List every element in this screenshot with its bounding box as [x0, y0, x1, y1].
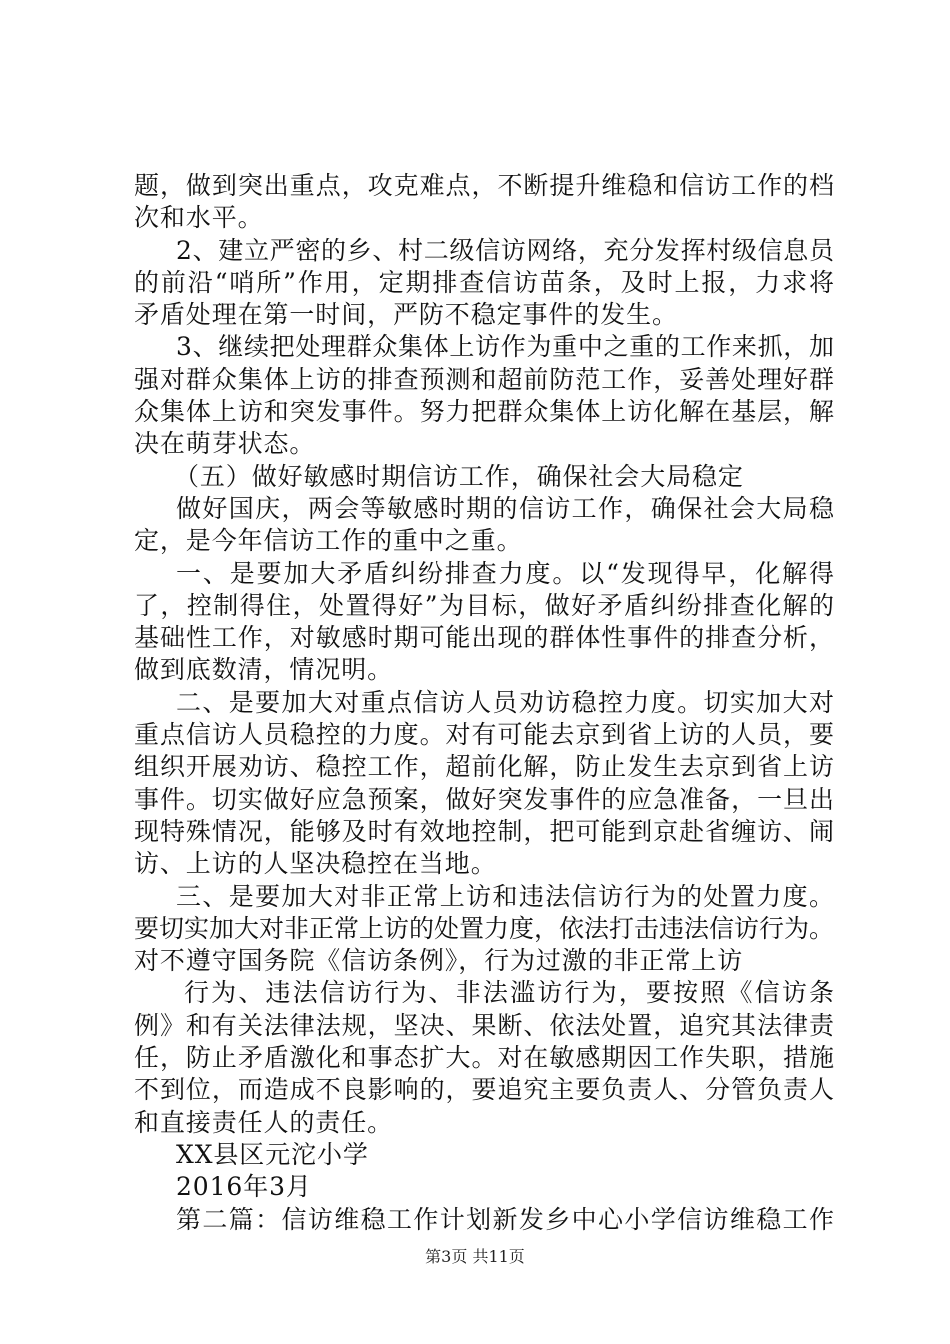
text-line: 组织开展劝访、稳控工作，超前化解，防止发生去京到省上访 — [134, 752, 834, 782]
text-line: 2016年3月 — [176, 1172, 312, 1202]
text-line: 事件。切实做好应急预案，做好突发事件的应急准备，一旦出 — [134, 784, 834, 814]
text-line: 行为、违法信访行为、非法滥访行为，要按照《信访条 — [184, 978, 834, 1008]
text-line: 和直接责任人的责任。 — [134, 1107, 394, 1137]
text-line: 基础性工作，对敏感时期可能出现的群体性事件的排查分析， — [134, 623, 834, 653]
text-line: （五）做好敏感时期信访工作，确保社会大局稳定 — [174, 461, 744, 491]
text-line: 一、是要加大矛盾纠纷排查力度。以“发现得早，化解得 — [176, 558, 834, 588]
text-line: 定，是今年信访工作的重中之重。 — [134, 526, 523, 556]
text-line: 决在萌芽状态。 — [134, 429, 316, 459]
text-line: 三、是要加大对非正常上访和违法信访行为的处置力度。 — [176, 881, 834, 911]
text-line: 的前沿“哨所”作用，定期排查信访苗条，及时上报，力求将 — [134, 267, 834, 297]
text-line: 强对群众集体上访的排查预测和超前防范工作，妥善处理好群 — [134, 364, 834, 394]
text-line: XX县区元沱小学 — [176, 1139, 369, 1169]
text-line: 3、继续把处理群众集体上访作为重中之重的工作来抓，加 — [176, 332, 834, 362]
text-line: 众集体上访和突发事件。努力把群众集体上访化解在基层，解 — [134, 397, 834, 427]
text-line: 第二篇：信访维稳工作计划新发乡中心小学信访维稳工作 — [176, 1204, 834, 1234]
text-line: 对不遵守国务院《信访条例》，行为过激的非正常上访 — [134, 946, 744, 976]
text-line: 重点信访人员稳控的力度。对有可能去京到省上访的人员，要 — [134, 720, 834, 750]
text-line: 二、是要加大对重点信访人员劝访稳控力度。切实加大对 — [176, 687, 834, 717]
document-body — [134, 170, 834, 1236]
text-line: 矛盾处理在第一时间，严防不稳定事件的发生。 — [134, 300, 678, 330]
text-line: 做到底数清，情况明。 — [134, 655, 394, 685]
text-line: 了，控制得住，处置得好”为目标，做好矛盾纠纷排查化解的 — [134, 590, 834, 620]
text-line: 要切实加大对非正常上访的处置力度，依法打击违法信访行为。 — [134, 913, 835, 943]
page-footer: 第3页 共11页 — [425, 1247, 525, 1266]
text-line: 题，做到突出重点，攻克难点，不断提升维稳和信访工作的档 — [134, 171, 834, 200]
text-line: 现特殊情况，能够及时有效地控制，把可能到京赴省缠访、闹 — [134, 816, 834, 846]
text-line: 访、上访的人坚决稳控在当地。 — [134, 849, 497, 879]
text-line: 任，防止矛盾激化和事态扩大。对在敏感期因工作失职，措施 — [134, 1043, 834, 1073]
text-line: 次和水平。 — [134, 203, 264, 233]
text-line: 例》和有关法律法规，坚决、果断、依法处置，追究其法律责 — [134, 1010, 834, 1040]
text-line: 做好国庆，两会等敏感时期的信访工作，确保社会大局稳 — [176, 493, 834, 523]
text-line: 不到位，而造成不良影响的，要追究主要负责人、分管负责人 — [134, 1075, 834, 1105]
text-line: 2、建立严密的乡、村二级信访网络，充分发挥村级信息员 — [176, 235, 834, 265]
